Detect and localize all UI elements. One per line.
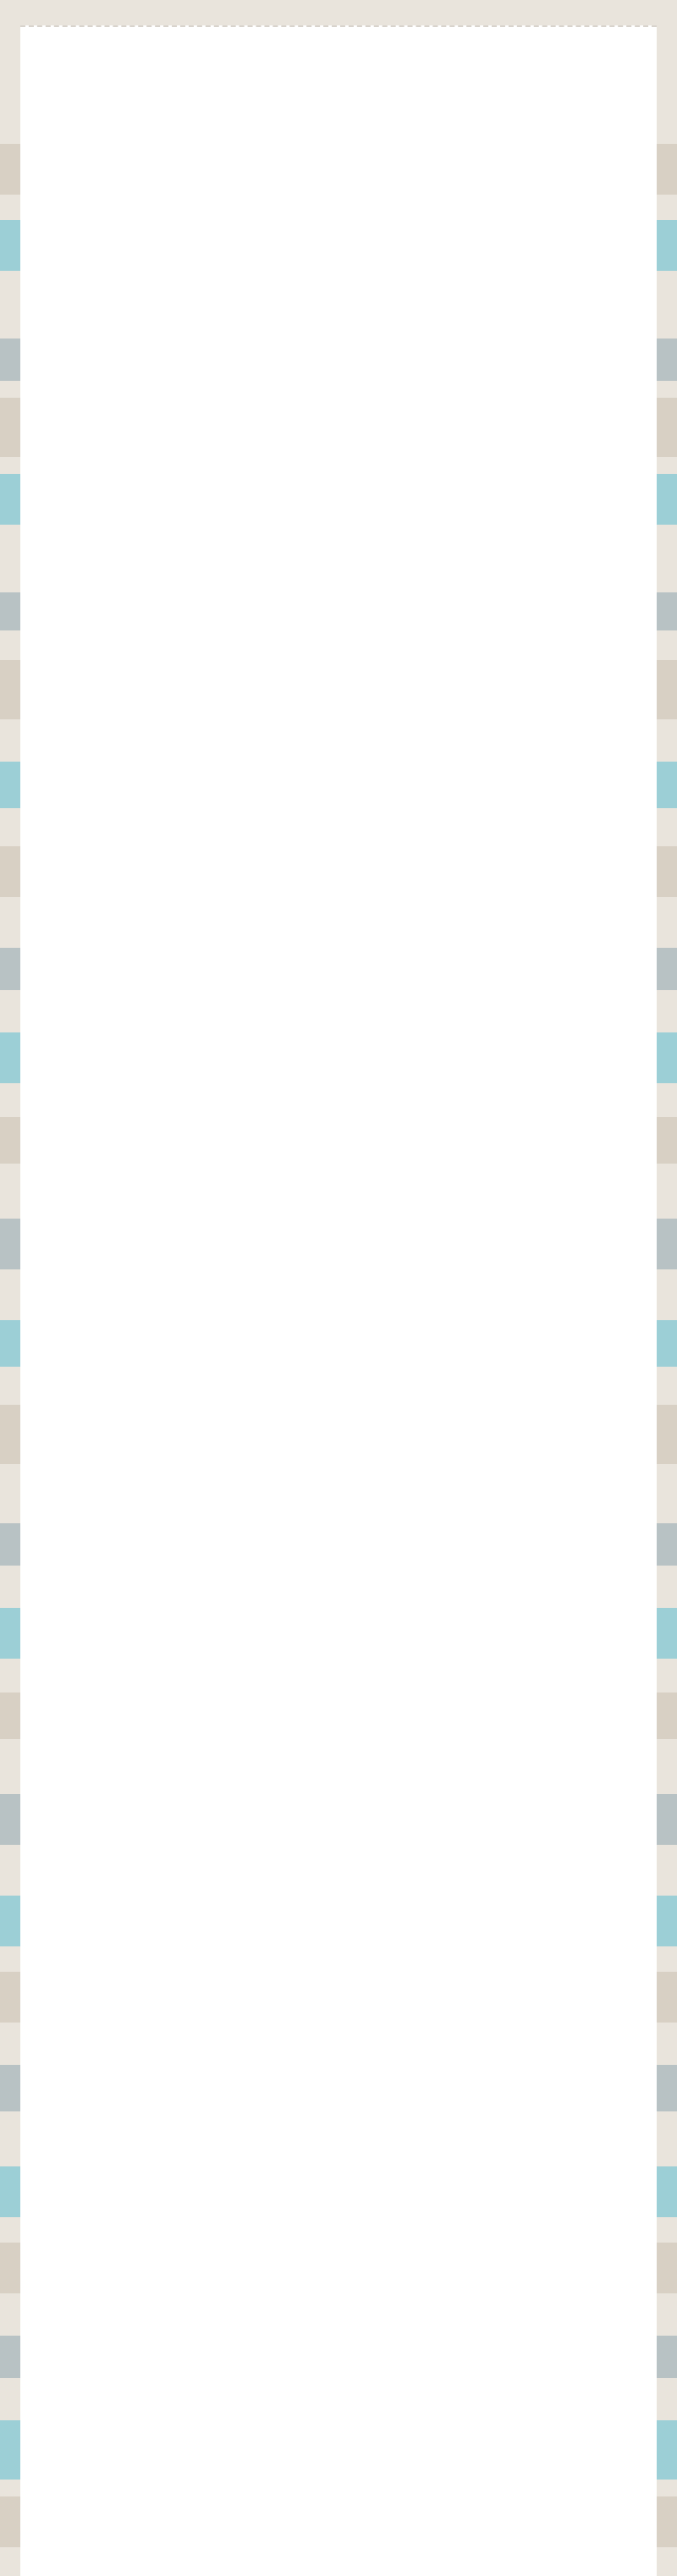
lyrics-paper bbox=[20, 25, 657, 2576]
